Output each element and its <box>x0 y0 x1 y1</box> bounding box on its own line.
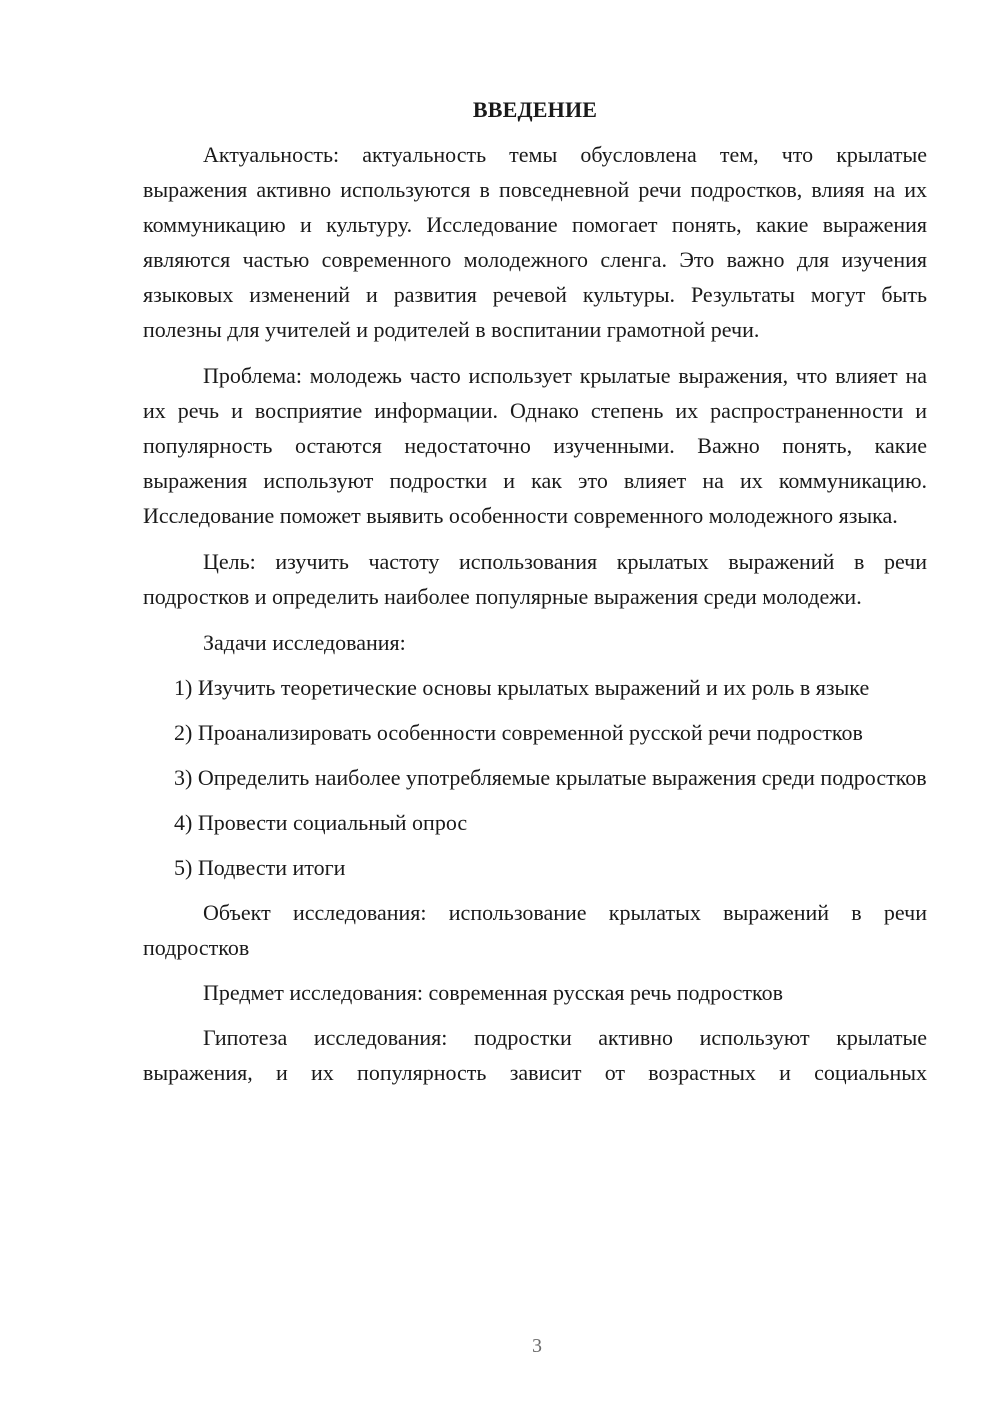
paragraph-goal: Цель: изучить частоту использования крылатых выражений в речи подростков и определить наиболее популярные выражения среди молодежи. <box>143 549 927 609</box>
task-item-5: 5) Подвести итоги <box>174 855 346 880</box>
paragraph-relevance: Актуальность: актуальность темы обусловлена тем, что крылатые выражения активно используются в повседневной речи подростков, влияя на их коммуникацию и культуру. Исследование помогает понять, какие выражения являются частью современного молодежного сленга. Это важно для изучения языковых изменений и развития речевой культуры. Результаты могут быть полезны для учителей и родителей в воспитании грамотной речи. <box>143 142 927 342</box>
paragraph-hypothesis: Гипотеза исследования: подростки активно используют крылатые выражения, и их популярность зависит от возрастных и социальных <box>143 1025 927 1085</box>
tasks-heading: Задачи исследования: <box>203 630 406 655</box>
document-page <box>143 92 927 1090</box>
task-item-2: 2) Проанализировать особенности современной русской речи подростков <box>174 720 863 745</box>
paragraph-object: Объект исследования: использование крылатых выражений в речи подростков <box>143 900 927 960</box>
paragraph-subject: Предмет исследования: современная русская речь подростков <box>203 980 783 1005</box>
paragraph-problem: Проблема: молодежь часто использует крылатые выражения, что влияет на их речь и восприятие информации. Однако степень их распространенности и популярность остаются недостаточно изученными. Важно понять, какие выражения используют подростки и как это влияет на их коммуникацию. Исследование поможет выявить особенности современного молодежного языка. <box>143 363 927 528</box>
page-title: ВВЕДЕНИЕ <box>472 97 598 122</box>
task-item-1: 1) Изучить теоретические основы крылатых выражений и их роль в языке <box>174 675 870 700</box>
page-number: 3 <box>532 1335 542 1357</box>
task-item-4: 4) Провести социальный опрос <box>174 810 468 835</box>
task-item-3: 3) Определить наиболее употребляемые крылатые выражения среди подростков <box>174 765 927 790</box>
